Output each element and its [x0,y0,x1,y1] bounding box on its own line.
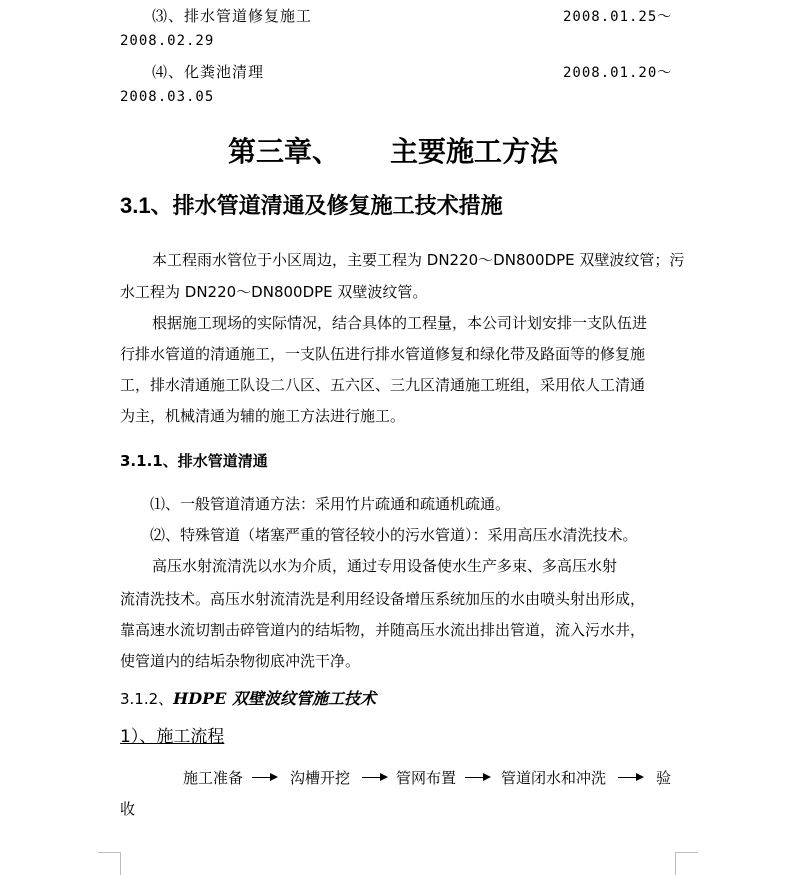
flow-step-1: 施工准备 [183,769,244,787]
flow-arrow-3 [465,777,489,778]
section-3-1-heading [120,189,503,220]
schedule-item-3-start: 2008.01.25～ [563,9,673,25]
schedule-item-4-start: 2008.01.20～ [563,65,673,81]
flow-step-5: 验 [656,769,672,787]
schedule-item-4-end: 2008.03.05 [120,89,215,105]
section-title: 、排水管道清通及修复施工技术措施 [150,194,503,219]
schedule-item-4-label: ⑷、化粪池清理 [152,63,265,81]
section-number: 3.1 [120,193,151,218]
paragraph-3-line-3: 靠高速水流切割击碎管道内的结垢物，并随高压水流出排出管道，流入污水井， [120,621,646,639]
page-corner-mark-left [98,852,121,875]
section-3-1-2-heading [120,686,376,709]
section-3-1-1-heading: 3.1.1、排水管道清通 [120,452,268,470]
flow-arrow-4 [618,777,642,778]
paragraph-2-line-1: 根据施工现场的实际情况，结合具体的工程量，本公司计划安排一支队伍进 [152,314,648,332]
flow-step-2: 沟槽开挖 [290,769,351,787]
flow-step-3: 管网布置 [396,769,457,787]
chapter-title-right: 主要施工方法 [390,135,559,168]
page-corner-mark-right [675,852,698,875]
paragraph-2-line-3: 工，排水清通施工队设二八区、五六区、三九区清通施工班组，采用依人工清通 [120,376,646,394]
flow-arrow-2 [362,777,386,778]
section-3-1-2-title: HDPE 双壁波纹管施工技术 [173,689,376,708]
paragraph-3-line-4: 使管道内的结垢杂物彻底冲洗干净。 [120,652,361,670]
paragraph-1-line-2: 水工程为 DN220～DN800DPE 双壁波纹管。 [120,283,428,301]
flow-step-4: 管道闭水和冲洗 [501,769,607,787]
paragraph-3-line-1: 高压水射流清洗以水为介质，通过专用设备使水生产多束、多高压水射 [152,557,618,575]
paragraph-3-line-2: 流清洗技术。高压水射流清洗是利用经设备增压系统加压的水由喷头射出形成， [120,590,646,608]
list-item-2: ⑵、特殊管道（堵塞严重的管径较小的污水管道）：采用高压水清洗技术。 [150,526,638,544]
schedule-item-3-end: 2008.02.29 [120,33,215,49]
paragraph-2-line-2: 行排水管道的清通施工，一支队伍进行排水管道修复和绿化带及路面等的修复施 [120,345,646,363]
chapter-title-left: 第三章、 [228,135,341,168]
flow-arrow-1 [252,777,276,778]
list-item-1: ⑴、一般管道清通方法：采用竹片疏通和疏通机疏通。 [150,495,511,513]
flow-step-5-tail: 收 [120,800,136,818]
subheading-construction-flow: 1）、施工流程 [120,727,225,747]
section-3-1-2-prefix: 3.1.2、 [120,690,174,708]
paragraph-1-line-1: 本工程雨水管位于小区周边，主要工程为 DN220～DN800DPE 双壁波纹管；污 [152,251,685,269]
schedule-item-3-label: ⑶、排水管道修复施工 [152,7,313,25]
paragraph-2-line-4: 为主，机械清通为辅的施工方法进行施工。 [120,407,406,425]
